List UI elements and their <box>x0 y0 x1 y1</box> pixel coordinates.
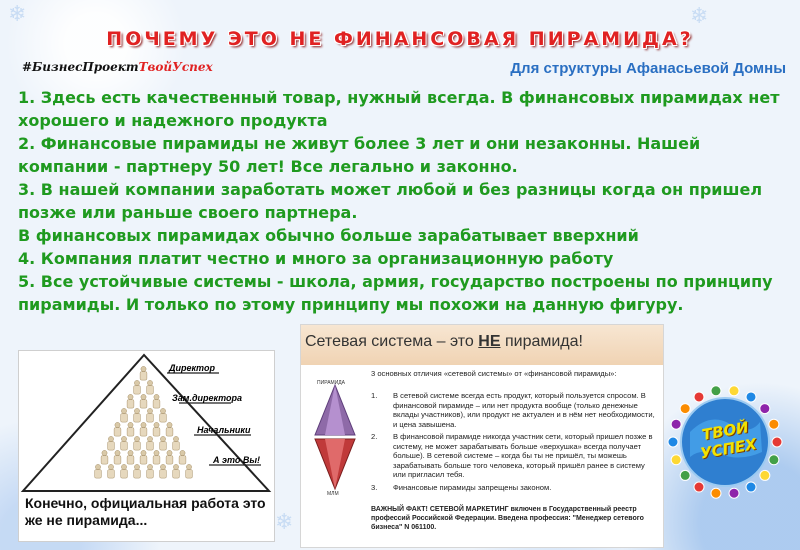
person-icon <box>160 436 165 441</box>
logo-person-icon <box>769 455 779 465</box>
hashtag-prefix: #БизнесПроект <box>22 60 139 74</box>
person-icon <box>147 442 154 451</box>
person-icon <box>154 422 159 427</box>
snowflake-icon: ❄ <box>275 510 294 535</box>
person-icon <box>179 456 186 465</box>
tvoy-uspekh-logo <box>660 362 790 522</box>
page-title: ПОЧЕМУ ЭТО НЕ ФИНАНСОВАЯ ПИРАМИДА? <box>106 28 694 50</box>
logo-person-icon <box>729 386 739 396</box>
logo-person-icon <box>671 455 681 465</box>
person-icon <box>186 470 193 479</box>
snowflake-icon: ❄ <box>8 2 27 27</box>
person-icon <box>121 408 126 413</box>
infographic-title: Сетевая система – это НЕ пирамида! <box>305 333 583 350</box>
logo-person-icon <box>711 488 721 498</box>
person-icon <box>140 400 147 409</box>
person-icon <box>186 464 191 469</box>
person-icon <box>141 366 146 371</box>
person-icon <box>147 470 154 479</box>
pyramid-level-label: А это Вы! <box>213 455 261 465</box>
differences-list <box>371 391 657 495</box>
person-icon <box>128 422 133 427</box>
person-icon <box>108 436 113 441</box>
person-icon <box>160 464 165 469</box>
person-icon <box>108 442 115 451</box>
person-icon <box>141 394 146 399</box>
person-icon <box>160 442 167 451</box>
diagram-bottom-label: МЛМ <box>327 491 339 497</box>
person-icon <box>141 422 146 427</box>
important-fact: ВАЖНЫЙ ФАКТ! СЕТЕВОЙ МАРКЕТИНГ включен в Государственный реестр профессий Российской Федерации. Введена профессия: "Менеджер сетевого бизнеса" N 061100. <box>371 506 644 531</box>
person-icon <box>134 442 141 451</box>
person-icon <box>115 450 120 455</box>
logo-person-icon <box>760 470 770 480</box>
logo-person-icon <box>746 392 756 402</box>
person-icon <box>101 456 108 465</box>
person-icon <box>147 386 154 395</box>
logo-person-icon <box>694 482 704 492</box>
person-icon <box>140 428 147 437</box>
pyramid-caption: Конечно, официальная работа это же не пирамида... <box>25 495 266 528</box>
person-icon <box>108 470 115 479</box>
person-icon <box>134 436 139 441</box>
person-icon <box>127 456 134 465</box>
point-item: 4. Компания платит честно и много за организационную работу <box>18 249 614 268</box>
pyramid-illustration <box>18 350 275 542</box>
logo-person-icon <box>671 419 681 429</box>
person-icon <box>160 408 165 413</box>
point-item: 1. Здесь есть качественный товар, нужный всегда. В финансовых пирамидах нет хорошего и надежного продукта <box>18 88 780 130</box>
point-item: 2. Финансовые пирамиды не живут более 3 лет и они незаконны. Нашей компании - партнеру 50 лет! Все легально и законно. <box>18 134 701 176</box>
snowflake-icon: ❄ <box>690 4 709 29</box>
difference-item: 2. В финансовой пирамиде никогда участник сети, который пришел позже в систему, не может зарабатывать больше «верхушка» всегда получает больше). В сетевой системе – когда бы ты не пришёл, ты можешь зарабатывать больше того человека, который пришёл ранее в систему или пригласил тебя. <box>371 432 653 479</box>
person-icon <box>153 400 160 409</box>
subtitle: Для структуры Афанасьевой Домны <box>510 60 786 77</box>
logo-person-icon <box>746 482 756 492</box>
person-icon <box>134 464 139 469</box>
logo-person-icon <box>760 404 770 414</box>
person-icon <box>166 456 173 465</box>
person-icon <box>173 464 178 469</box>
person-icon <box>173 442 180 451</box>
person-icon <box>167 450 172 455</box>
person-icon <box>121 442 128 451</box>
person-icon <box>134 470 141 479</box>
person-icon <box>173 436 178 441</box>
hashtag <box>22 60 213 74</box>
logo-person-icon <box>772 437 782 447</box>
points-list <box>18 86 788 316</box>
diagram-top-label: ПИРАМИДА <box>317 380 346 386</box>
person-icon <box>121 470 128 479</box>
person-icon <box>108 464 113 469</box>
pyramid-vs-mlm-diagram <box>307 375 363 499</box>
logo-person-icon <box>769 419 779 429</box>
person-icon <box>147 464 152 469</box>
person-icon <box>147 436 152 441</box>
person-icon <box>147 408 152 413</box>
person-icon <box>102 450 107 455</box>
person-icon <box>140 456 147 465</box>
logo-text: ТВОЙ УСПЕХ <box>698 418 759 463</box>
infographic-intro: 3 основных отличия «сетевой системы» от «финансовой пирамиды»: <box>371 369 617 378</box>
person-icon <box>160 414 167 423</box>
person-icon <box>134 414 141 423</box>
person-icon <box>128 450 133 455</box>
person-icon <box>95 470 102 479</box>
person-icon <box>147 414 154 423</box>
difference-item: 3. Финансовые пирамиды запрещены законом. <box>371 482 552 492</box>
person-icon <box>121 464 126 469</box>
person-icon <box>154 394 159 399</box>
person-icon <box>121 436 126 441</box>
pyramid-level-label: Зам.директора <box>172 393 242 403</box>
logo-person-icon <box>729 488 739 498</box>
point-item: 5. Все устойчивые системы - школа, армия, государство построены по принципу пирамиды. И только по этому принципу мы похожи на данную фигуру. <box>18 272 773 314</box>
person-icon <box>114 456 121 465</box>
logo-person-icon <box>668 437 678 447</box>
person-icon <box>147 380 152 385</box>
pyramid-level-label: Начальники <box>197 425 251 435</box>
person-icon <box>173 470 180 479</box>
person-icon <box>114 428 121 437</box>
person-icon <box>127 400 134 409</box>
infographic-header <box>301 325 663 365</box>
point-item: 3. В нашей компании заработать может любой и без разницы когда он пришел позже или раньше своего партнера. <box>18 180 763 222</box>
person-icon <box>141 450 146 455</box>
difference-item: 1. В сетевой системе всегда есть продукт, который пользуется спросом. В финансовой пирамиде – или нет продукта вообще (только денежные вклады участников), или продукт не актуален и в нём нет необходимости, и цена завышена. <box>371 391 655 429</box>
person-icon <box>121 414 128 423</box>
person-icon <box>134 380 139 385</box>
logo-person-icon <box>694 392 704 402</box>
person-icon <box>166 428 173 437</box>
person-icon <box>167 422 172 427</box>
person-icon <box>153 456 160 465</box>
person-icon <box>154 450 159 455</box>
logo-person-icon <box>680 404 690 414</box>
person-icon <box>153 428 160 437</box>
network-infographic <box>300 324 664 548</box>
person-icon <box>134 408 139 413</box>
logo-person-icon <box>680 470 690 480</box>
hashtag-brand: ТвойУспех <box>138 60 213 74</box>
person-icon <box>134 386 141 395</box>
person-icon <box>128 394 133 399</box>
person-icon <box>127 428 134 437</box>
person-icon <box>140 372 147 381</box>
person-icon <box>115 422 120 427</box>
person-icon <box>160 470 167 479</box>
person-icon <box>95 464 100 469</box>
person-icon <box>180 450 185 455</box>
point-item: В финансовых пирамидах обычно больше зарабатывает вверхний <box>18 226 639 245</box>
logo-person-icon <box>711 386 721 396</box>
pyramid-level-label: Директор <box>169 363 215 373</box>
